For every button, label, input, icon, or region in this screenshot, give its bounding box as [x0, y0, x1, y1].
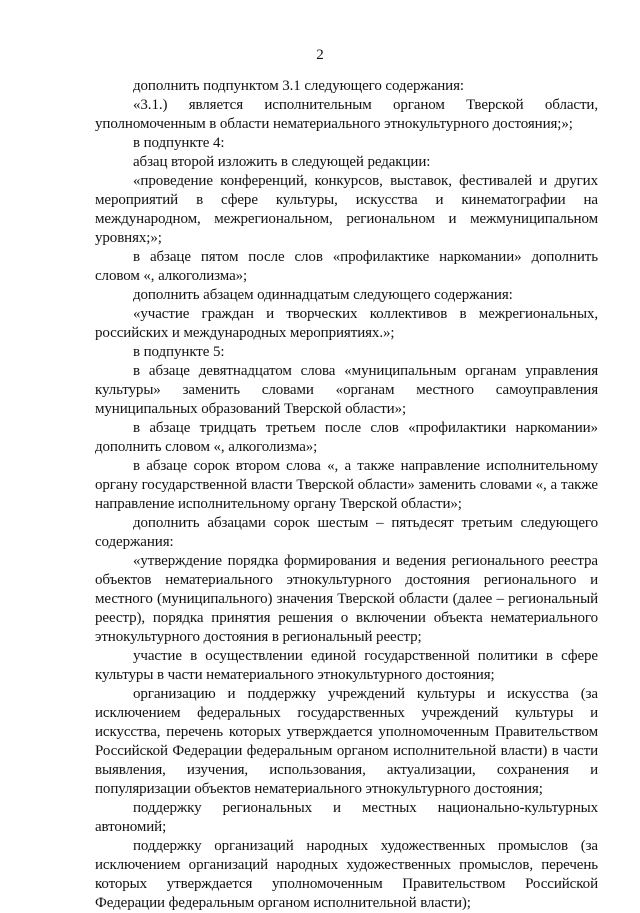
- paragraph: в подпункте 5:: [133, 344, 225, 360]
- paragraph: организацию и поддержку учреждений культуры и искусства (за исключением федеральных государственных учреждений культуры и искусства, перечень которых утверждается уполномоченным Правительством Российской Федерации федеральным органом исполнительной власти) в части выявления, изучения, использования, актуализации, сохранения и популяризации объектов нематериального этнокультурного достояния;: [95, 686, 598, 797]
- paragraph: «3.1.) является исполнительным органом Тверской области, уполномоченным в области нематериального этнокультурного достояния;»;: [95, 97, 598, 132]
- paragraph: в абзаце сорок втором слова «, а также направление исполнительному органу государственной власти Тверской области» заменить словами «, а также направление исполнительному органу Тверской области»;: [95, 458, 598, 512]
- paragraph: в абзаце пятом после слов «профилактике наркомании» дополнить словом «, алкоголизма»;: [95, 249, 598, 284]
- paragraph: абзац второй изложить в следующей редакции:: [133, 154, 431, 170]
- paragraph: «участие граждан и творческих коллективов в межрегиональных, российских и международных мероприятиях.»;: [95, 306, 598, 341]
- paragraph: дополнить подпунктом 3.1 следующего содержания:: [133, 78, 464, 94]
- paragraph: поддержку организаций народных художественных промыслов (за исключением организаций народных художественных промыслов, перечень которых утверждается уполномоченным Правительством Российской Федерации федеральным органом исполнительной власти);: [95, 838, 598, 911]
- paragraph: «утверждение порядка формирования и ведения регионального реестра объектов нематериального этнокультурного достояния регионального и местного (муниципального) значения Тверской области (далее – региональный реестр), порядка принятия решения о включении объекта нематериального этнокультурного достояния в региональный реестр;: [95, 553, 598, 645]
- paragraph: в подпункте 4:: [133, 135, 225, 151]
- page-number: 2: [316, 47, 324, 63]
- paragraph: дополнить абзацами сорок шестым – пятьдесят третьим следующего содержания:: [95, 515, 598, 550]
- paragraph: в абзаце девятнадцатом слова «муниципальным органам управления культуры» заменить словами «органам местного самоуправления муниципальных образований Тверской области»;: [95, 363, 598, 417]
- paragraph: в абзаце тридцать третьем после слов «профилактики наркомании» дополнить словом «, алкоголизма»;: [95, 420, 598, 455]
- document-body: [95, 77, 598, 913]
- paragraph: участие в осуществлении единой государственной политики в сфере культуры в части нематериального этнокультурного достояния;: [95, 648, 598, 683]
- paragraph: дополнить абзацем одиннадцатым следующего содержания:: [133, 287, 513, 303]
- paragraph: «проведение конференций, конкурсов, выставок, фестивалей и других мероприятий в сфере культуры, искусства и кинематографии на международном, межрегиональном, региональном и межмуниципальном уровнях;»;: [95, 173, 598, 246]
- paragraph: поддержку региональных и местных национально-культурных автономий;: [95, 800, 598, 835]
